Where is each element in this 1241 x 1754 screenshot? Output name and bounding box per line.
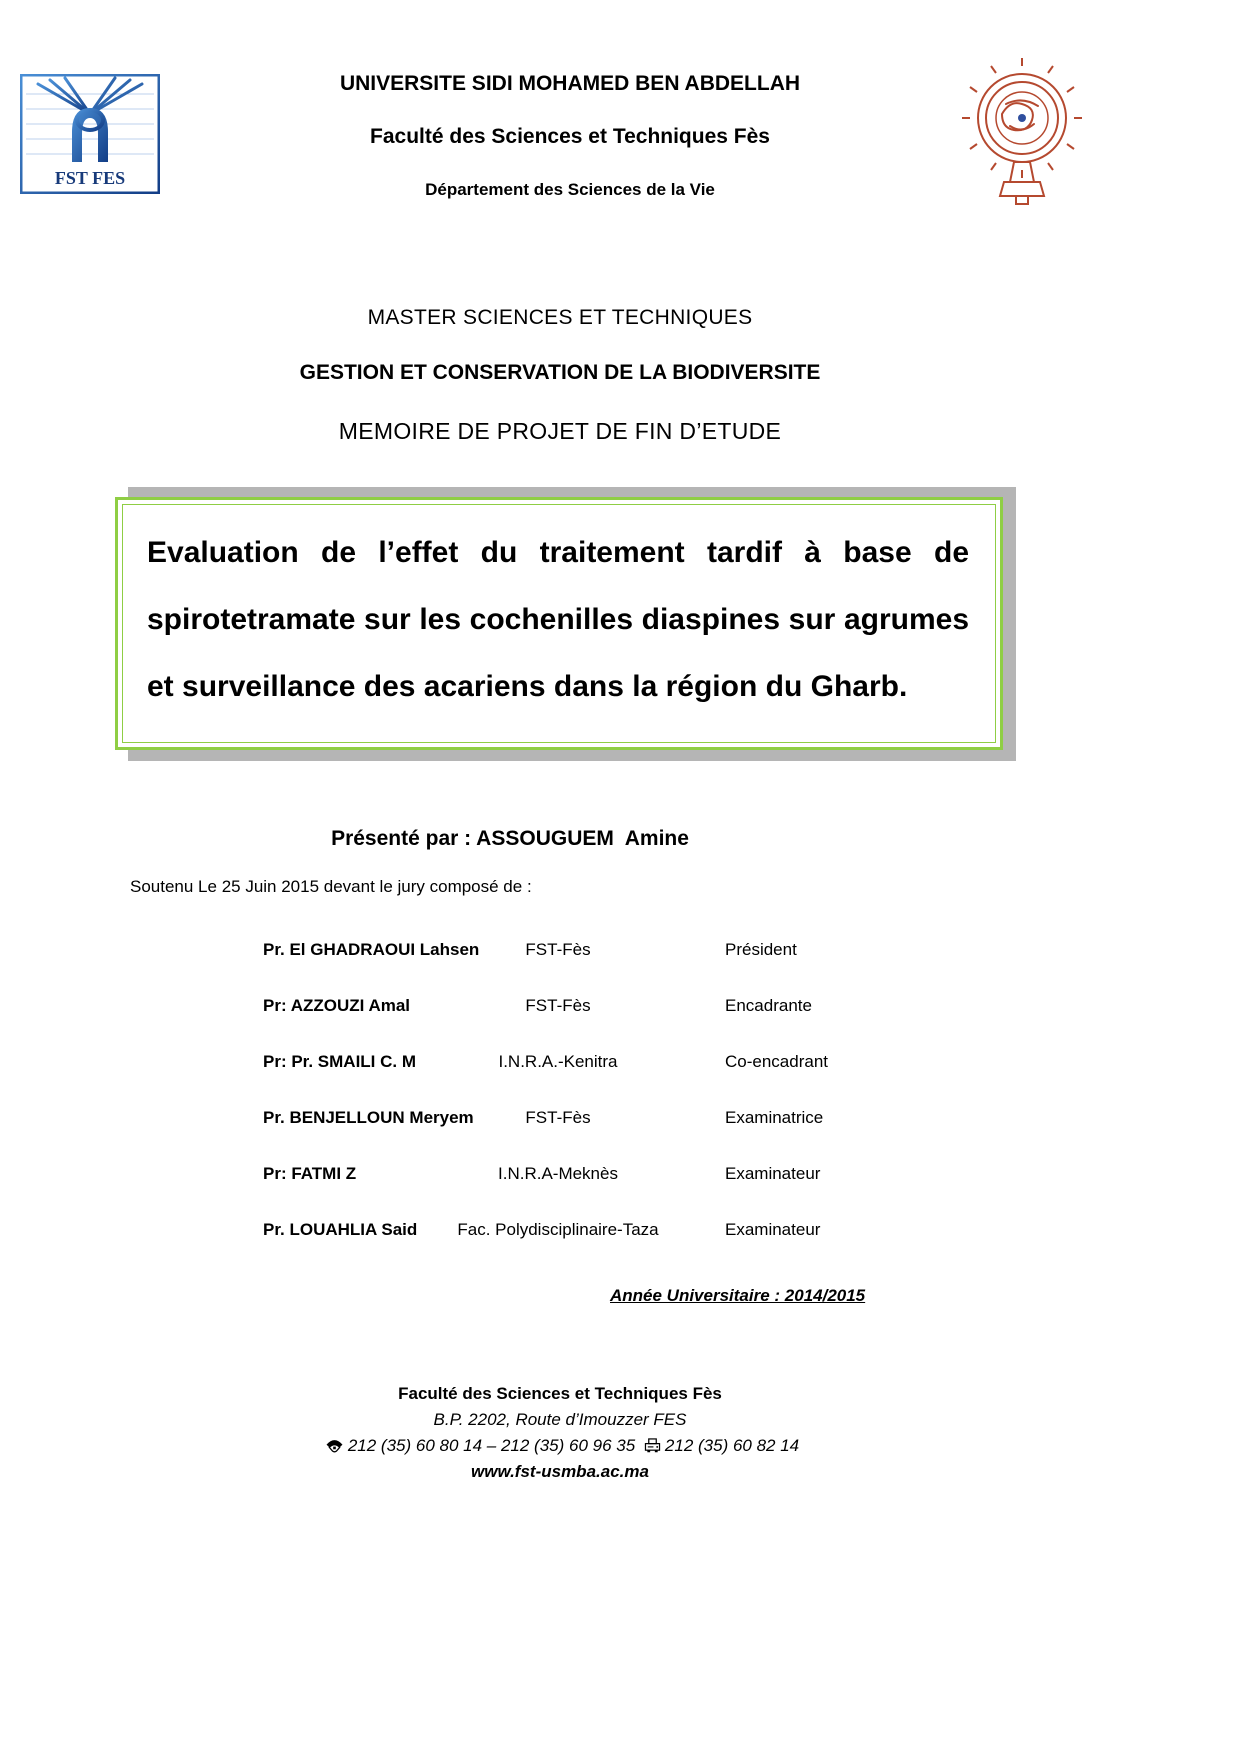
thesis-title-box-inner [122, 504, 996, 743]
jury-member-affiliation: FST-Fès [525, 940, 591, 959]
jury-member-name: Pr: Pr. SMAILI C. M [263, 1052, 417, 1071]
jury-list [263, 922, 1003, 1258]
presented-by: Présenté par : ASSOUGUEM Amine [331, 827, 689, 850]
jury-row [263, 922, 1003, 978]
jury-member-role: Examinateur [725, 1220, 821, 1239]
footer-website: www.fst-usmba.ac.ma [471, 1462, 649, 1481]
footer-faculty: Faculté des Sciences et Techniques Fès [398, 1384, 722, 1403]
jury-row [263, 1202, 1003, 1258]
jury-member-affiliation: Fac. Polydisciplinaire-Taza [457, 1220, 659, 1239]
specialty-line: GESTION ET CONSERVATION DE LA BIODIVERSITE [299, 361, 821, 384]
footer-contact-line [0, 1433, 1120, 1459]
jury-member-name: Pr: FATMI Z [263, 1164, 357, 1183]
jury-member-role: Examinatrice [725, 1108, 824, 1127]
fax-icon [644, 1438, 661, 1453]
footer-fax: 212 (35) 60 82 14 [664, 1436, 800, 1455]
jury-row [263, 1090, 1003, 1146]
jury-row [263, 978, 1003, 1034]
jury-member-role: Président [725, 940, 797, 959]
master-line: MASTER SCIENCES ET TECHNIQUES [367, 306, 753, 329]
fst-fes-logo-graphic [20, 74, 160, 194]
academic-year: Année Universitaire : 2014/2015 [610, 1286, 866, 1305]
faculty-name: Faculté des Sciences et Techniques Fès [370, 125, 770, 148]
memoire-line: MEMOIRE DE PROJET DE FIN D’ETUDE [338, 418, 782, 444]
jury-member-name: Pr. El GHADRAOUI Lahsen [263, 940, 480, 959]
document-header [170, 72, 970, 200]
thesis-title: Evaluation de l’effet du traitement tardif à base de spirotetramate sur les cochenilles diaspines sur agrumes et surveillance des acariens dans la région du Gharb. [147, 536, 969, 703]
jury-member-affiliation: FST-Fès [525, 1108, 591, 1127]
jury-member-name: Pr. BENJELLOUN Meryem [263, 1108, 474, 1127]
defense-line: Soutenu Le 25 Juin 2015 devant le jury composé de : [130, 877, 532, 896]
footer-phones: 212 (35) 60 80 14 – 212 (35) 60 96 35 [347, 1436, 636, 1455]
university-seal [960, 56, 1084, 206]
jury-member-role: Encadrante [725, 996, 812, 1015]
jury-member-name: Pr: AZZOUZI Amal [263, 996, 411, 1015]
program-block [0, 306, 1120, 445]
jury-member-affiliation: I.N.R.A.-Kenitra [498, 1052, 618, 1071]
fst-fes-logo-text: FST FES [54, 168, 126, 188]
university-name: UNIVERSITE SIDI MOHAMED BEN ABDELLAH [339, 72, 801, 95]
jury-row [263, 1034, 1003, 1090]
university-seal-graphic [960, 56, 1084, 206]
jury-member-affiliation: I.N.R.A-Meknès [498, 1164, 618, 1183]
jury-row [263, 1146, 1003, 1202]
phone-icon [325, 1438, 344, 1453]
jury-member-name: Pr. LOUAHLIA Said [263, 1220, 418, 1239]
thesis-title-box [115, 497, 1003, 750]
jury-member-role: Examinateur [725, 1164, 821, 1183]
footer-address: B.P. 2202, Route d’Imouzzer FES [433, 1410, 687, 1429]
department-name: Département des Sciences de la Vie [425, 180, 715, 199]
jury-member-role: Co-encadrant [725, 1052, 829, 1071]
jury-member-affiliation: FST-Fès [525, 996, 591, 1015]
fst-fes-logo [20, 74, 160, 194]
document-footer [0, 1381, 1120, 1485]
